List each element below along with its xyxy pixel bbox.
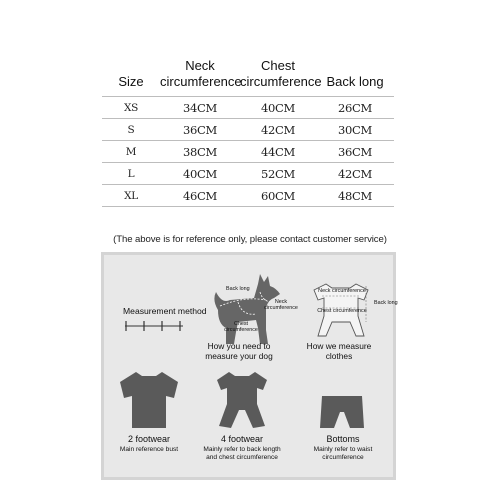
neck-cell: 46CM <box>160 185 240 207</box>
chest-cell: 52CM <box>240 163 316 185</box>
neck-cell: 38CM <box>160 141 240 163</box>
reference-note: (The above is for reference only, please contact customer service) <box>113 234 387 245</box>
garment-desc-2: Mainly refer to back length and chest circumference <box>203 446 281 461</box>
back-long-cell: 48CM <box>316 185 394 207</box>
neck-cell: 40CM <box>160 163 240 185</box>
size-cell: M <box>102 141 160 163</box>
size-row <box>102 141 394 163</box>
dog-back-long-label: Back long <box>226 286 250 292</box>
back-long-cell: 36CM <box>316 141 394 163</box>
garment-title-3: Bottoms <box>326 434 360 444</box>
clothes-chest-label: Chest circumference <box>317 308 367 314</box>
measurement-method-label: Measurement method <box>123 306 207 316</box>
size-row <box>102 97 394 119</box>
size-row <box>102 185 394 207</box>
shirt-icon <box>116 368 182 430</box>
header-neck: Neck circumference <box>160 58 242 89</box>
size-row <box>102 119 394 141</box>
size-cell: S <box>102 119 160 141</box>
header-size: Size <box>118 74 144 89</box>
dog-caption: How you need to measure your dog <box>205 341 273 361</box>
chest-cell: 40CM <box>240 97 316 119</box>
jumpsuit-icon <box>211 368 273 430</box>
chest-cell: 44CM <box>240 141 316 163</box>
header-back-long: Back long <box>326 74 384 89</box>
garment-title-2: 4 footwear <box>220 434 264 444</box>
size-row <box>102 163 394 185</box>
clothes-caption: How we measure clothes <box>306 341 372 361</box>
dog-neck-label: Neck circumference <box>264 299 298 311</box>
back-long-cell: 30CM <box>316 119 394 141</box>
dog-chest-label: Chest circumference <box>224 321 258 333</box>
size-chart-header-row <box>102 58 394 97</box>
neck-cell: 36CM <box>160 119 240 141</box>
size-cell: XL <box>102 185 160 207</box>
chest-cell: 60CM <box>240 185 316 207</box>
back-long-cell: 26CM <box>316 97 394 119</box>
size-cell: L <box>102 163 160 185</box>
garment-desc-1: Main reference bust <box>119 446 179 453</box>
clothes-neck-label: Neck circumference <box>318 288 366 294</box>
chest-cell: 42CM <box>240 119 316 141</box>
garment-title-1: 2 footwear <box>127 434 171 444</box>
size-chart-table <box>102 58 394 207</box>
clothes-back-long-label: Back long <box>374 300 398 306</box>
header-chest: Chest circumference <box>240 58 322 89</box>
back-long-cell: 42CM <box>316 163 394 185</box>
ruler-icon <box>124 319 184 333</box>
size-cell: XS <box>102 97 160 119</box>
garment-desc-3: Mainly refer to waist circumference <box>313 446 373 461</box>
shorts-icon <box>318 394 366 430</box>
measurement-guide-panel <box>101 252 396 480</box>
neck-cell: 34CM <box>160 97 240 119</box>
